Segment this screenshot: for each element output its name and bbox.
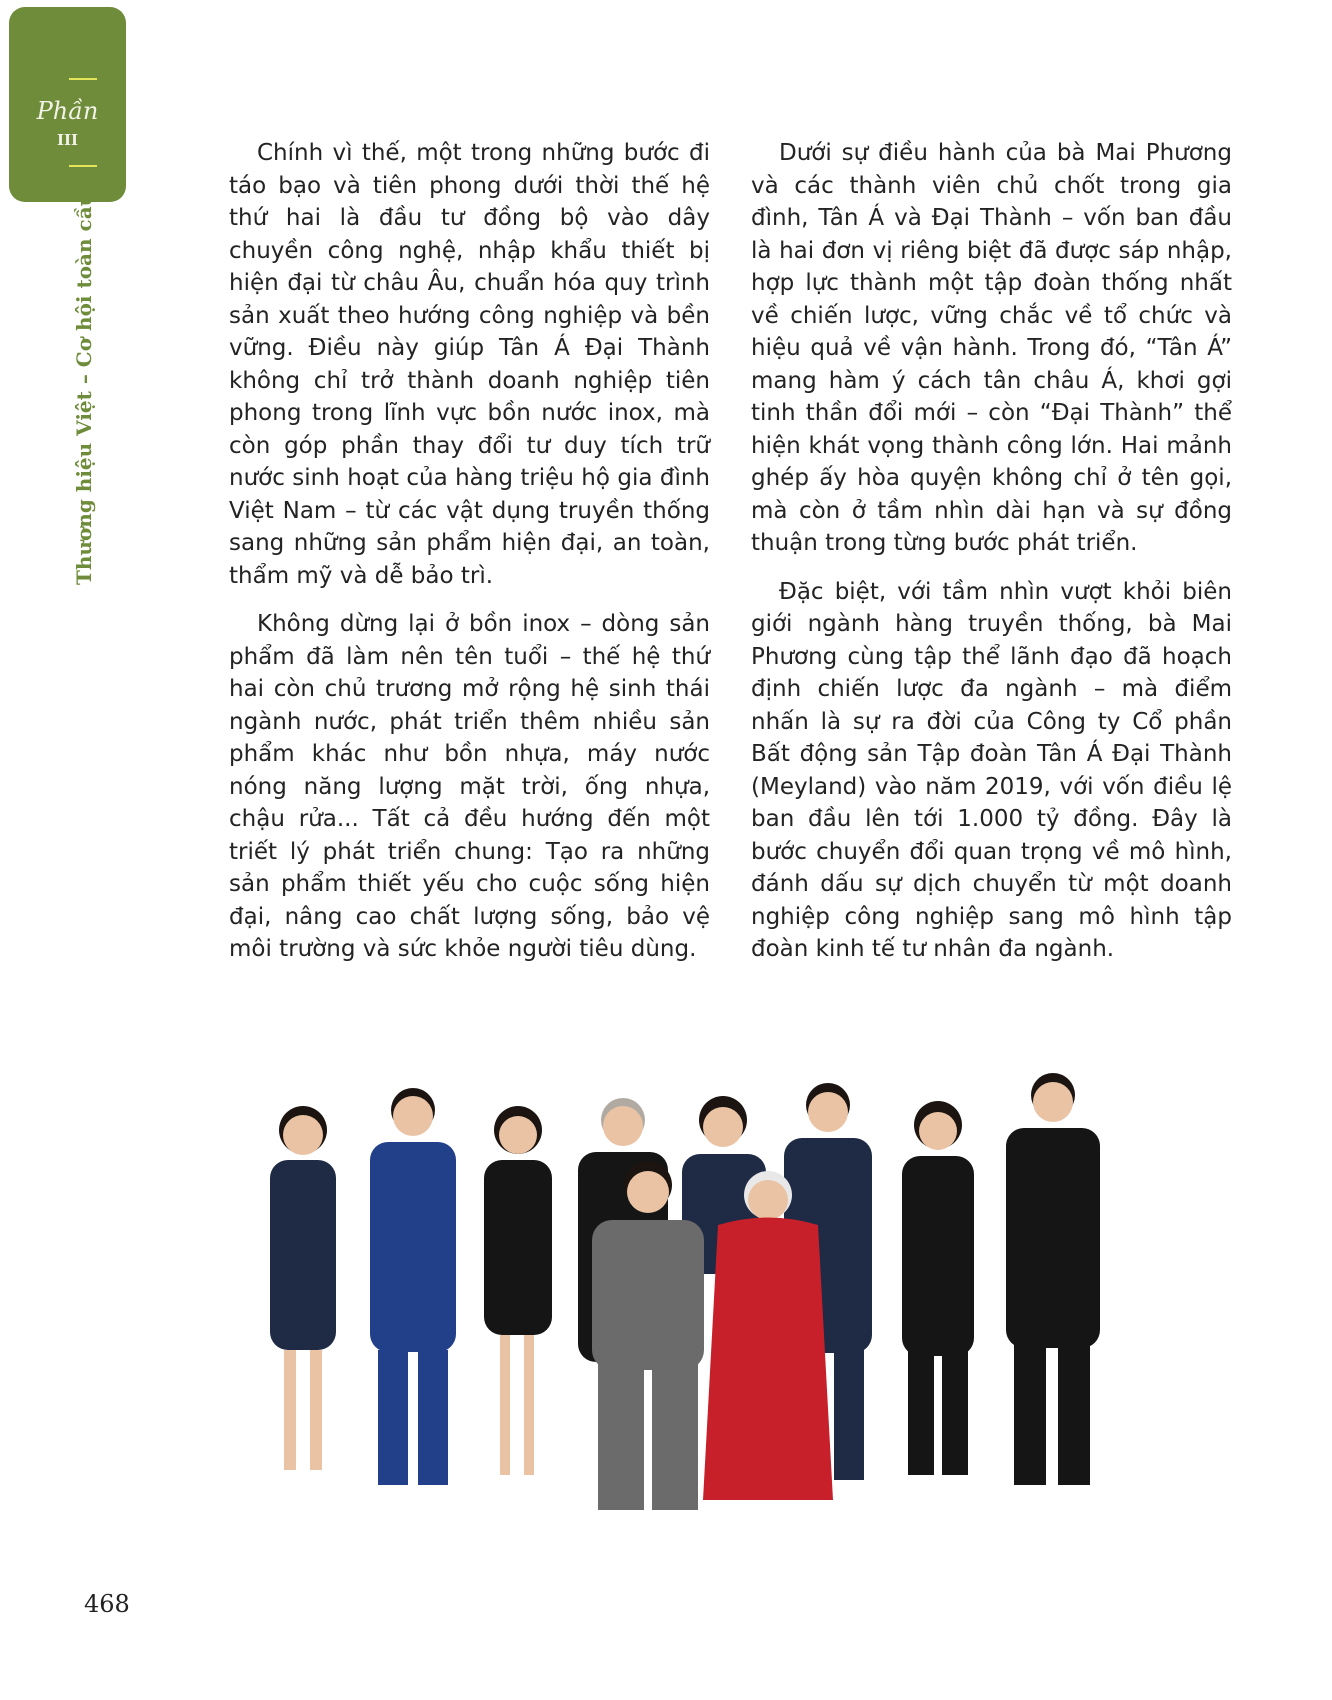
paragraph: Không dừng lại ở bồn inox – dòng sản phẩm đã làm nên tên tuổi – thế hệ thứ hai còn chủ trương mở rộng hệ sinh thái ngành nước, phát triển thêm nhiều sản phẩm khác như bồn nhựa, máy nước nóng năng lượng mặt trời, ống nhựa, chậu rửa... Tất cả đều hướng đến một triết lý phát triển chung: Tạo ra những sản phẩm thiết yếu cho cuộc sống hiện đại, nâng cao chất lượng sống, bảo vệ môi trường và sức khỏe người tiêu dùng. [229,611,710,962]
paragraph: Chính vì thế, một trong những bước đi táo bạo và tiên phong dưới thời thế hệ thứ hai là đầu tư đồng bộ vào dây chuyền công nghệ, nhập khẩu thiết bị hiện đại từ châu Âu, chuẩn hóa quy trình sản xuất theo hướng công nghiệp và bền vững. Điều này giúp Tân Á Đại Thành không chỉ trở thành doanh nghiệp tiên phong trong lĩnh vực bồn nước inox, mà còn góp phần thay đổi tư duy tích trữ nước sinh hoạt của hàng triệu hộ gia đình Việt Nam – từ các vật dụng truyền thống sang những sản phẩm hiện đại, an toàn, thẩm mỹ và dễ bảo trì. [229,140,710,589]
person-standing-1 [270,1106,336,1470]
paragraph: Đặc biệt, với tầm nhìn vượt khỏi biên giới ngành hàng truyền thống, bà Mai Phương cùng tập thể lãnh đạo đã hoạch định chiến lược đa ngành – mà điểm nhấn là sự ra đời của Công ty Cổ phần Bất động sản Tập đoàn Tân Á Đại Thành (Meyland) vào năm 2019, với vốn điều lệ ban đầu lên tới 1.000 tỷ đồng. Đây là bước chuyển đổi quan trọng về mô hình, đánh dấu sự dịch chuyển từ một doanh nghiệp công nghiệp sang mô hình tập đoàn kinh tế tư nhân đa ngành. [751,578,1232,962]
person-standing-2 [370,1088,456,1485]
right-column [751,137,1232,982]
page-number: 468 [84,1590,130,1618]
running-title: Thương hiệu Việt – Cơ hội toàn cầu [72,191,96,585]
left-column [229,137,710,982]
section-label: Phần [36,97,99,125]
tab-divider-bottom [69,165,97,167]
person-standing-8 [1006,1073,1100,1485]
person-standing-7 [902,1101,974,1475]
section-number: III [56,131,79,149]
paragraph: Dưới sự điều hành của bà Mai Phương và các thành viên chủ chốt trong gia đình, Tân Á và Đại Thành – vốn ban đầu là hai đơn vị riêng biệt đã được sáp nhập, hợp lực thành một tập đoàn thống nhất về chiến lược, vững chắc về tổ chức và hiệu quả về vận hành. Trong đó, “Tân Á” mang hàm ý cách tân châu Á, khơi gợi tinh thần đổi mới – còn “Đại Thành” thể hiện khát vọng thành công lớn. Hai mảnh ghép ấy hòa quyện không chỉ ở tên gọi, mà còn ở tầm nhìn dài hạn và sự đồng thuận trong từng bước phát triển. [751,140,1232,556]
tab-divider-top [69,78,97,80]
family-group-photo [248,1050,1188,1570]
section-tab [9,7,126,202]
person-standing-3 [484,1106,552,1475]
